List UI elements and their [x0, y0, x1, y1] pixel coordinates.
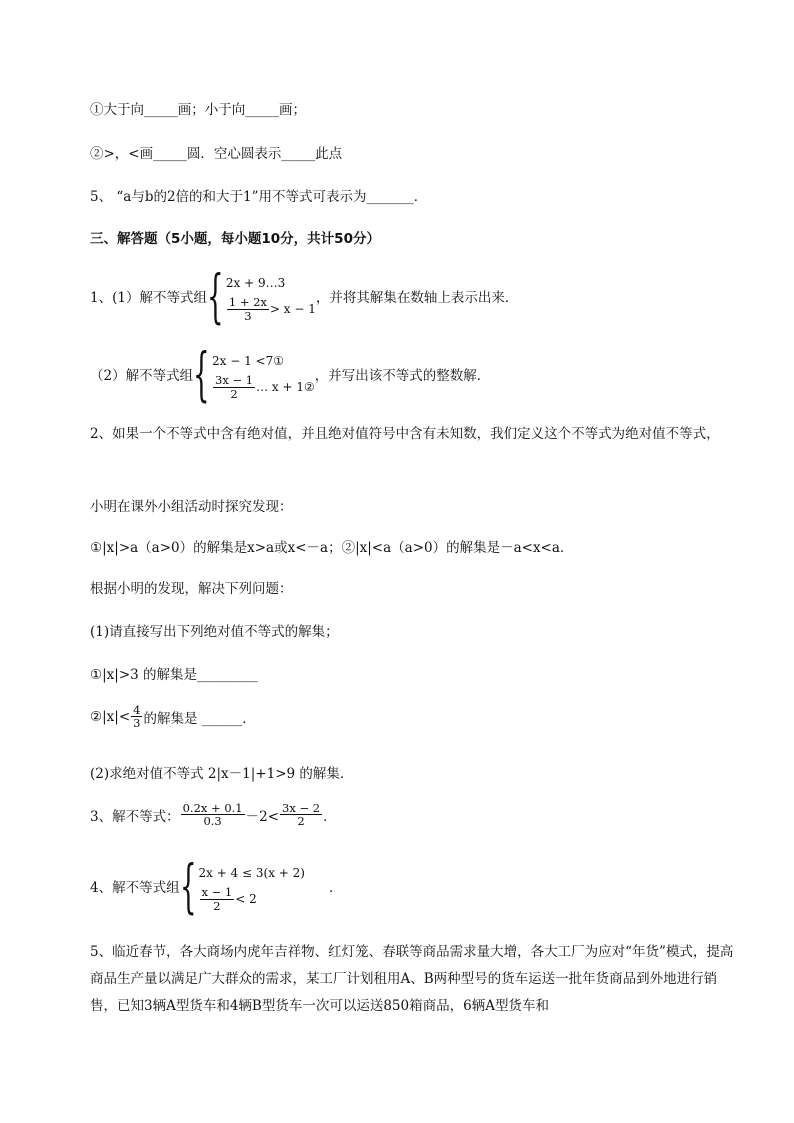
brace-symbol: { — [179, 852, 197, 920]
q4-row2-tail: < 2 — [235, 892, 257, 906]
fraction-denominator: 3 — [244, 308, 252, 323]
q3-middle: －2< — [245, 808, 280, 825]
q1-part2-row2-tail: … x + 1② — [256, 380, 315, 394]
q1-part2-prefix: （2）解不等式组 — [90, 368, 194, 384]
q2-sub1: (1)请直接写出下列绝对值不等式的解集； — [90, 624, 339, 640]
q1-part1 — [90, 262, 519, 330]
q2-item2 — [90, 704, 256, 729]
q1-part1-suffix: ，并将其解集在数轴上表示出来． — [315, 290, 519, 306]
q1-part2-row2 — [212, 374, 315, 400]
brace-symbol: { — [206, 262, 224, 330]
q5-text: 5、临近春节，各大商场内虎年吉祥物、红灯笼、春联等商品需求量大增，各大工厂为应对“年货”模式，提高商品生产量以满足广大群众的需求，某工厂计划租用A、B两种型号的货车运送一批年货商品到外地进行销售，已知3辆A型货车和4辆B型货车一次可以运送850箱商品，6辆A型货车和 — [90, 944, 734, 1014]
fraction-denominator: 2 — [213, 898, 221, 913]
q3-fraction-2 — [280, 802, 322, 827]
fraction-numerator: 1 + 2x — [228, 295, 267, 310]
q4-row1: 2x + 4 ≤ 3(x + 2) — [198, 866, 305, 880]
fraction-numerator: 3x − 1 — [215, 373, 254, 388]
q1-part2-suffix: ，并写出该不等式的整数解． — [314, 368, 491, 384]
fraction-denominator: 2 — [230, 386, 238, 401]
fraction-denominator: 0.3 — [203, 814, 222, 829]
q1-part2-fraction — [213, 374, 255, 399]
q1-part2-row1: 2x − 1 <7① — [212, 354, 284, 368]
q4-fraction — [200, 886, 235, 911]
fraction-numerator: x − 1 — [201, 885, 233, 900]
q2-findings: ①|x|>a（a>0）的解集是x>a或x<－a；②|x|<a（a>0）的解集是－a<x<a． — [90, 540, 574, 556]
q1-part1-system — [226, 270, 316, 322]
brace-symbol: { — [193, 340, 210, 408]
q4-prefix: 4、解不等式组 — [90, 880, 180, 896]
q4-system — [199, 860, 306, 912]
fraction-numerator: 4 — [133, 703, 141, 717]
q2-intro: 2、如果一个不等式中含有绝对值，并且绝对值符号中含有未知数，我们定义这个不等式为绝对值不等式， — [90, 426, 720, 442]
q4-suffix: ． — [329, 880, 343, 896]
section-3-title: 三、解答题（5小题，每小题10分，共计50分） — [90, 231, 380, 247]
q2-item2-prefix: ②|x|< — [90, 708, 131, 725]
q2-task: 根据小明的发现，解决下列问题： — [90, 581, 293, 597]
q1-part1-row2-tail: > x − 1 — [269, 302, 316, 316]
q4-row2 — [199, 886, 306, 912]
fill-question-5: 5、 “a与b的2倍的和大于1”用不等式可表示为_______． — [90, 189, 428, 205]
q3-fraction-1 — [181, 802, 245, 827]
q2-item1: ①|x|>3 的解集是_________ — [90, 667, 258, 683]
q1-part1-row1: 2x + 9…3 — [225, 276, 286, 290]
q2-item2-suffix: 的解集是 ______． — [143, 710, 256, 727]
q1-part1-prefix: 1、(1）解不等式组 — [90, 290, 207, 306]
fraction-numerator: 3x − 2 — [282, 801, 321, 815]
q2-item2-fraction — [131, 704, 142, 729]
fill-rule-1: ①大于向_____画；小于向_____画； — [90, 102, 306, 118]
q4 — [90, 852, 343, 920]
q1-part2 — [90, 340, 491, 408]
fraction-denominator: 2 — [297, 814, 305, 829]
q1-part1-row2 — [226, 296, 316, 322]
q2-sub2: (2)求绝对值不等式 2|x－1|+1>9 的解集． — [90, 766, 354, 782]
q3-prefix: 3、解不等式： — [90, 808, 180, 825]
q1-part1-fraction — [227, 296, 269, 321]
q3-suffix: ． — [323, 808, 337, 825]
q1-part2-system — [212, 348, 315, 400]
fill-rule-2: ②>，<画_____圆．空心圆表示_____此点 — [90, 146, 343, 162]
fraction-numerator: 0.2x + 0.1 — [182, 801, 243, 815]
fraction-denominator: 3 — [133, 716, 141, 731]
q3 — [90, 802, 337, 827]
q2-discovery: 小明在课外小组活动时探究发现： — [90, 499, 293, 515]
